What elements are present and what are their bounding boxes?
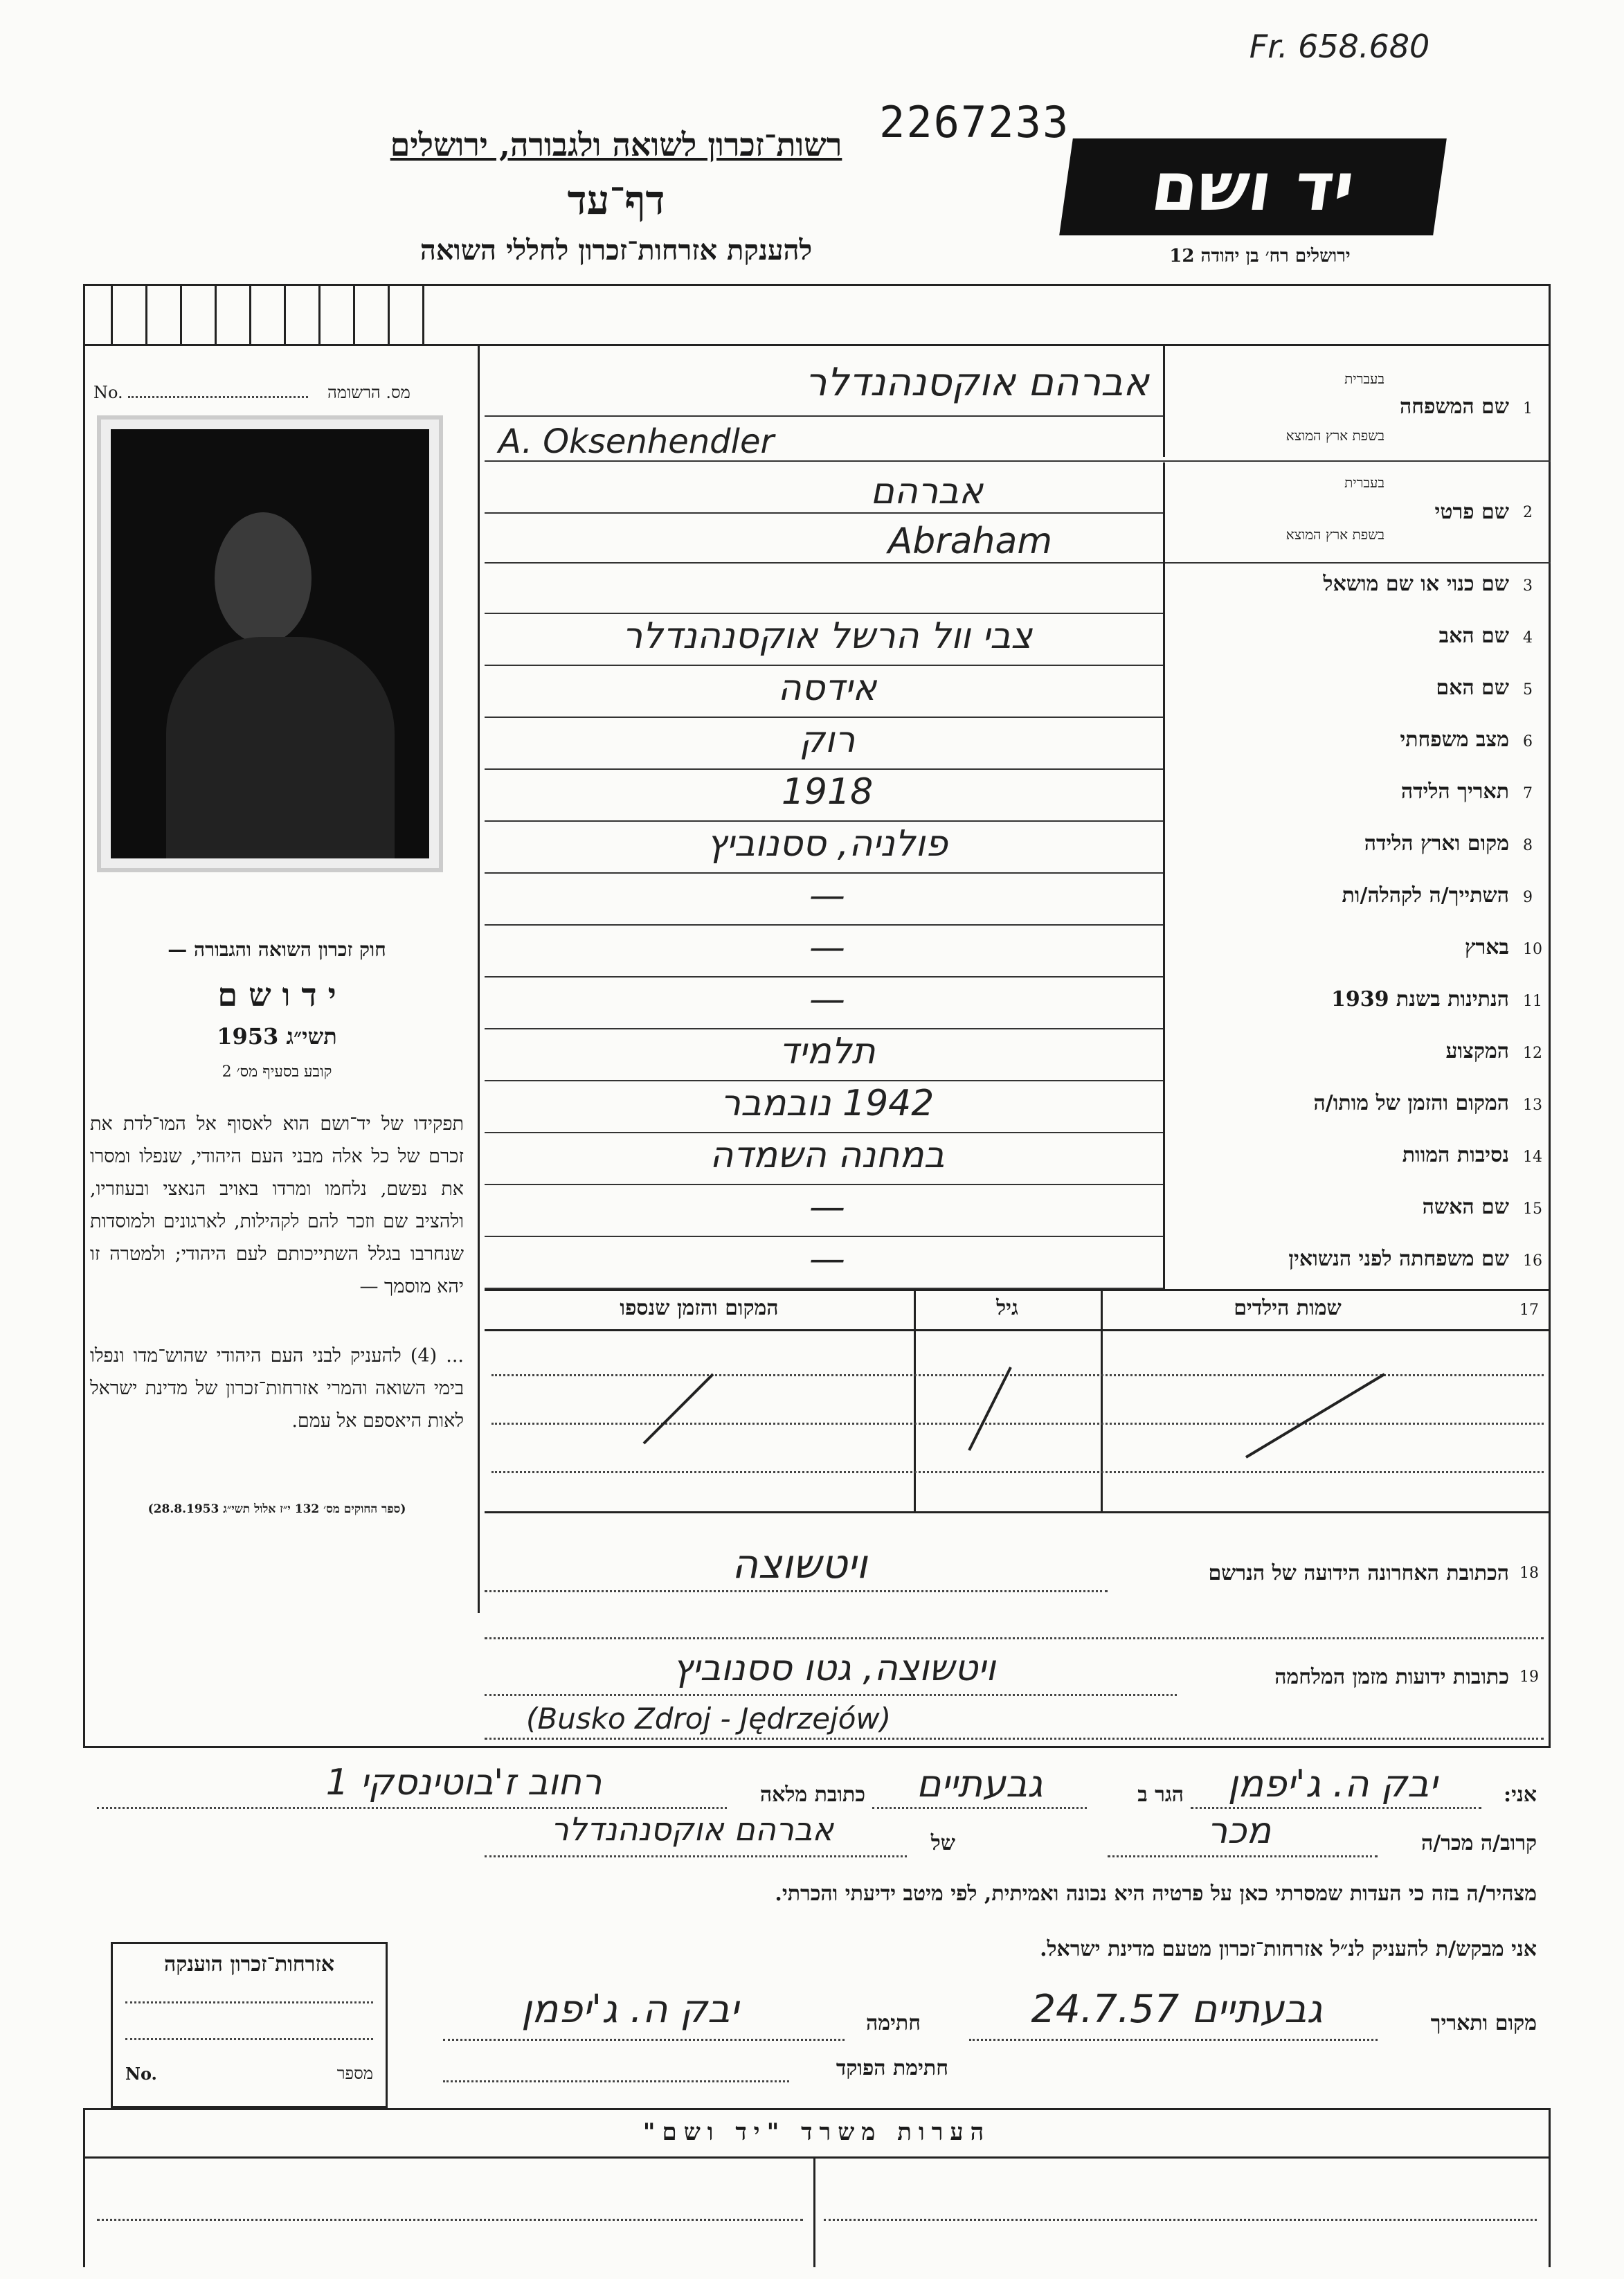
field-5-label: שם האם [1436,676,1509,700]
field-1-sub-top: בעברית [1344,370,1384,387]
decl-place-date-label: מקום ותאריך [1430,2011,1537,2035]
field-10-num: 10 [1523,941,1542,958]
certificate-box [111,1942,388,2108]
field-7-num: 7 [1523,785,1533,802]
field-5-num: 5 [1523,681,1533,699]
field-4-value: צבי וול הרשל אוקסנהנדלר [622,615,1033,657]
decl-place-date-value: גבעתיים 24.7.57 [1031,1987,1323,2032]
field-6-num: 6 [1523,733,1533,750]
field-2-sub-bottom: בשפת ארץ המוצא [1285,526,1384,543]
children-col-names: שמות הילדים [1234,1296,1342,1320]
children-col-age: גיל [996,1296,1018,1320]
certificate-num-label: מספר [336,2064,373,2083]
field-8-num: 8 [1523,837,1533,854]
field-19-value-latin: (Busko Zdroj - Jędrzejów) [526,1702,892,1736]
field-7-label: תאריך הלידה [1400,780,1509,804]
field-8-value: פולניה, ססנוביץ [707,823,948,865]
form-subtitle: להענקת אזרחות־זכרון לחללי השואה [419,234,813,267]
field-12-value: תלמיד [779,1031,876,1072]
field-16-label: שם משפחתה לפני הנשואין [1288,1247,1509,1271]
decl-resident-label: הגר ב [1137,1783,1184,1807]
field-6-label: מצב משפחתי [1400,728,1509,752]
field-2-label: שם פרטי [1434,500,1509,524]
field-2-value-latin: Abraham [887,521,1052,562]
handwritten-reference: Fr. 658.680 [1249,28,1430,65]
field-15-label: שם האשה [1422,1195,1509,1219]
certificate-title: אזרחות־זכרון הוענקה [163,1952,335,1976]
field-12-label: המקצוע [1445,1039,1509,1063]
law-citation: (ספר החוקים מס׳ 132 י״ז אלול תשי״ג 28.8.1953) [147,1502,406,1516]
law-title: חוק זכרון השואה והגבורה — [168,938,386,961]
portrait-photo [97,415,443,872]
decl-me-label: אני: [1504,1783,1537,1807]
field-1-value-latin: A. Oksenhendler [498,422,775,461]
field-10-label: בארץ [1464,935,1509,960]
field-16-num: 16 [1523,1252,1542,1270]
decl-address-label: כתובת מלאה [759,1783,865,1807]
portrait-body [166,637,395,858]
field-10-value: — [809,927,845,969]
field-4-label: שם האב [1438,624,1509,648]
address-line: ירושלים רח׳ בן יהודה 12 [1169,246,1351,267]
field-8-label: מקום וארץ הלידה [1364,831,1509,856]
field-17-num: 17 [1519,1301,1539,1319]
field-1-value: אברהם אוקסנהנדלר [804,360,1149,405]
field-14-value: במחנה השמדה [710,1135,945,1176]
top-boxes-row [83,284,1551,346]
photo-number-label [93,383,467,403]
field-9-num: 9 [1523,889,1533,906]
law-text-1: תפקידו של יד־ושם הוא לאסוף אל המו־לדת את זכרם של כל אלה מבני העם היהודי, שנפלו ומסרו את נפשם, נלחמו ומרדו באויב הנאצי ובעוזריו, ולהציב שם וזכר להם לקהילות, לארגונים ולמוסדות שנחרבו בגלל השתייכותם לעם היהודי; ולמטרה זו יהא מוסמך — [90,1113,464,1297]
field-9-label: השתייך/ה לקהלה/ות [1342,883,1509,908]
photo-no-label: No. [93,383,123,402]
field-5-value: אידסה [777,667,877,709]
field-15-num: 15 [1523,1200,1542,1218]
decl-me-value: יבק ה. ג'יפמן [1227,1762,1438,1805]
law-name: י ד ו ש ם [217,976,336,1014]
children-strikeout-marks [485,1333,1551,1509]
law-text-2: ... (4) להעניק לבני העם היהודי שהוש־מדו ונפלו בימי השואה והמרי אזרחות־זכרון של מדינת ישראל לאות היאספם אל עמם. [90,1345,464,1432]
logo-text: יד ושם [1146,148,1360,226]
field-19-label: כתובות ידועות מזמן המלחמה [1274,1665,1509,1689]
portrait-head [215,512,312,644]
authority-title: רשות־זכרון לשואה ולגבורה, ירושלים [390,126,842,163]
field-11-num: 11 [1523,993,1542,1010]
field-1-num: 1 [1523,400,1533,417]
decl-request: אני מבקש/ת להעניק לנ״ל אזרחות־זכרון מטעם מדינת ישראל. [1040,1937,1537,1961]
field-18-num: 18 [1519,1565,1539,1582]
decl-of-value: אברהם אוקסנהנדלר [550,1810,834,1848]
field-11-value: — [809,979,845,1020]
field-7-value: 1918 [781,771,874,813]
field-14-num: 14 [1523,1148,1542,1166]
field-12-num: 12 [1523,1045,1542,1062]
stamp-number: 2267233 [879,97,1070,147]
decl-statement: מצהיר/ה בזה כי העדות שמסרתי כאן על פרטיה היא נכונה ואמיתית, לפי מיטב ידיעתי והכרתי. [775,1882,1537,1906]
field-19-value: ויטשוצה, גטו ססנוביץ [672,1648,996,1689]
field-16-value: — [809,1238,845,1280]
field-13-num: 13 [1523,1097,1542,1114]
yad-vashem-logo [1059,138,1447,235]
field-1-sub-bottom: בשפת ארץ המוצא [1285,427,1384,444]
field-1-label: שם המשפחה [1399,395,1509,419]
field-13-label: המקום והזמן של מותו/ה [1313,1091,1509,1115]
decl-of-label: של [930,1831,955,1855]
children-col-place-time: המקום והזמן שנספו [620,1296,779,1320]
photo-reg-label: מס. הרשומה [327,383,410,402]
field-4-num: 4 [1523,629,1533,647]
field-2-num: 2 [1523,504,1533,521]
field-3-num: 3 [1523,577,1533,595]
decl-signature-label: חתימה [866,2011,921,2035]
field-18-value: ויטשוצה [732,1540,867,1587]
field-14-label: נסיבות המוות [1402,1143,1509,1167]
field-15-value: — [809,1187,845,1228]
form-title: דף־עד [567,177,665,224]
field-18-label: הכתובת האחרונה הידועה של הנרשם [1208,1561,1509,1585]
decl-resident-value: גבעתיים [916,1762,1043,1805]
decl-signature-value: יבק ה. ג'יפמן [521,1987,739,2032]
field-2-sub-top: בעברית [1344,474,1384,491]
law-year: תשי״ג 1953 [217,1023,337,1050]
field-2-value: אברהם [870,471,983,512]
field-11-label: הנתינות בשנת 1939 [1330,987,1509,1011]
field-label-divider [1163,346,1165,457]
left-column-divider [478,346,480,1613]
field-3-label: שם כנוי או שם מושאל [1323,572,1509,596]
decl-relative-value: מכר [1207,1810,1272,1852]
decl-official-sig-label: חתימת הפוקד [836,2056,948,2080]
field-19-num: 19 [1519,1668,1539,1686]
decl-address-value: רחוב ז'בוטינסקי 1 [325,1762,602,1803]
certificate-no-label: No. [125,2064,157,2084]
decl-relative-label: קרוב/ה מכר/ה [1421,1831,1537,1855]
law-clause: קובע בסעיף מס׳ 2 [222,1063,332,1081]
field-9-value: — [809,875,845,917]
children-table-top [485,1289,1551,1291]
field-6-value: רוק [799,719,856,761]
remarks-title: הערות משרד "יד ושם" [642,2118,991,2146]
field-13-value: 1942 נובמבר [720,1083,935,1124]
